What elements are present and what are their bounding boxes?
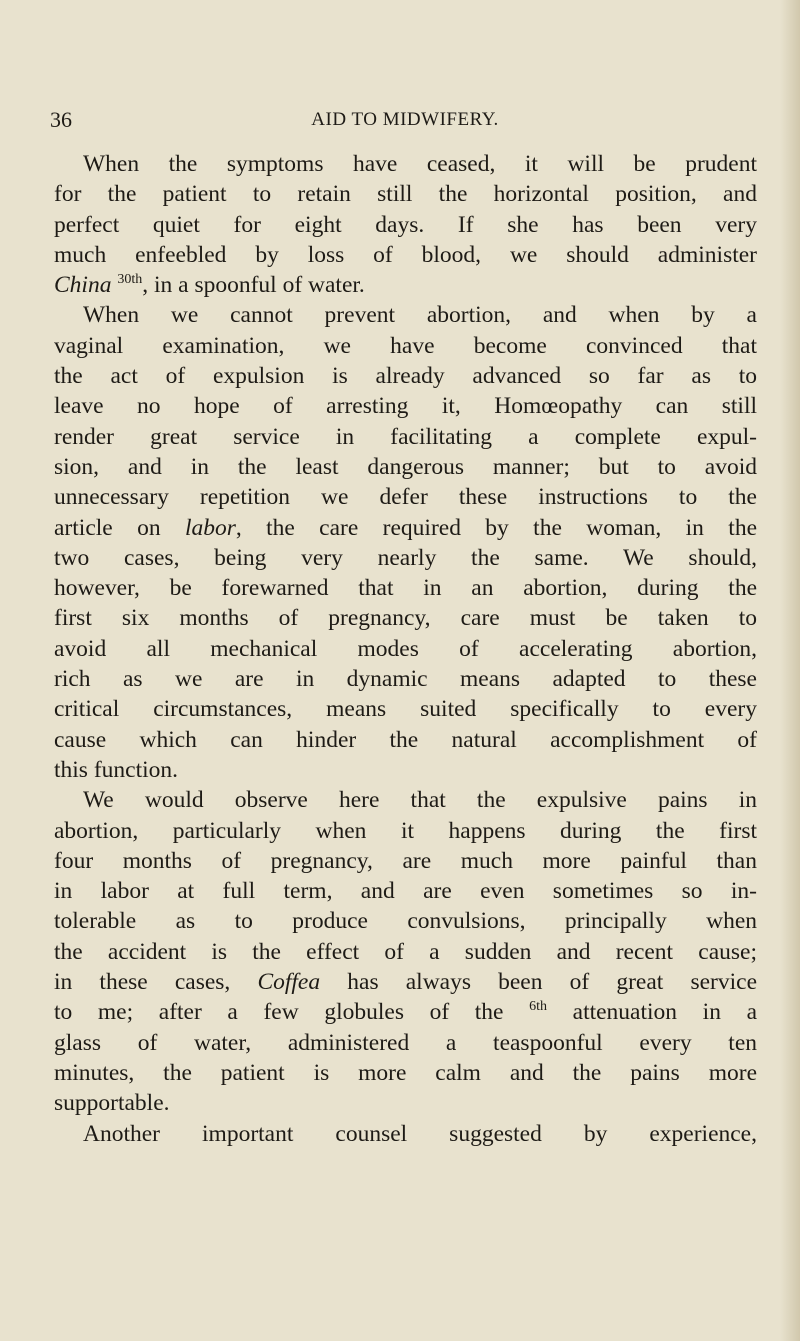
italic-term: Coffea (257, 969, 321, 996)
body-text (54, 149, 757, 1149)
text-line: supportable. (54, 1090, 170, 1117)
text-line: rich as we are in dynamic means adapted to these (54, 666, 757, 693)
text-line: Another important counsel suggested by experience, (83, 1120, 757, 1147)
page-header (50, 104, 760, 136)
page-edge-shadow (780, 0, 800, 1341)
text-line: to me; after a few globules of the $^{6th}$ attenuation in a (54, 999, 757, 1026)
text-line: for the patient to retain still the horizontal position, and (54, 181, 757, 208)
text-line: much enfeebled by loss of blood, we should administer (54, 241, 757, 268)
running-head: AID TO MIDWIFERY. (311, 109, 499, 130)
text-line: leave no hope of arresting it, Homœopathy can still (54, 393, 757, 420)
text-line: first six months of pregnancy, care must be taken to (54, 605, 757, 632)
text-line: however, be forewarned that in an abortion, during the (54, 575, 757, 602)
text-line: cause which can hinder the natural accomplishment of (54, 726, 757, 753)
text-line: critical circumstances, means suited specifically to every (54, 696, 757, 723)
text-line: two cases, being very nearly the same. We should, (54, 544, 757, 571)
text-line: When the symptoms have ceased, it will be prudent (83, 151, 757, 177)
text-line: China $^{30th}$, in a spoonful of water. (54, 272, 365, 299)
text-line: render great service in facilitating a complete expul- (54, 423, 757, 450)
text-line: article on labor, the care required by the woman, in the (54, 514, 757, 541)
text-line: tolerable as to produce convulsions, principally when (54, 908, 757, 935)
text-line: perfect quiet for eight days. If she has been very (54, 211, 757, 238)
text-line: minutes, the patient is more calm and the pains more (54, 1059, 757, 1086)
text-line: avoid all mechanical modes of accelerating abortion, (54, 635, 757, 662)
text-line: We would observe here that the expulsive pains in (83, 787, 757, 814)
text-line: vaginal examination, we have become convinced that (54, 332, 757, 359)
superscript: 6th (529, 999, 548, 1015)
text-line: this function. (54, 756, 179, 783)
text-line: the act of expulsion is already advanced so far as to (54, 363, 757, 390)
text-line: unnecessary repetition we defer these instructions to the (54, 484, 757, 511)
italic-term: China (54, 272, 112, 299)
text-line: in labor at full term, and are even sometimes so in- (54, 878, 757, 905)
page-number: 36 (50, 107, 72, 132)
text-line: abortion, particularly when it happens during the first (54, 817, 757, 844)
text-line: glass of water, administered a teaspoonful every ten (54, 1029, 757, 1056)
text-line: the accident is the effect of a sudden and recent cause; (54, 938, 757, 965)
italic-term: labor (184, 514, 236, 541)
text-line: sion, and in the least dangerous manner; but to avoid (54, 453, 757, 480)
text-line: four months of pregnancy, are much more painful than (54, 847, 757, 874)
text-line: in these cases, Coffea has always been of great service (54, 969, 757, 996)
text-line: When we cannot prevent abortion, and when by a (83, 302, 757, 329)
superscript: 30th (117, 272, 143, 288)
